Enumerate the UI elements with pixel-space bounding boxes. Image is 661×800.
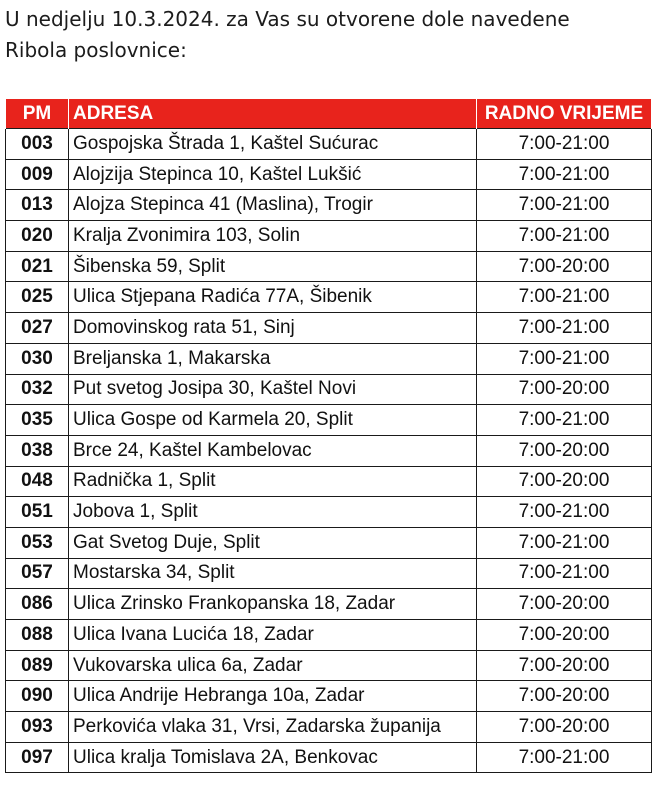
- hours-cell: 7:00-20:00: [477, 650, 652, 681]
- store-number-cell: 030: [6, 343, 69, 374]
- hours-cell: 7:00-21:00: [477, 221, 652, 252]
- table-row: [6, 343, 652, 374]
- hours-cell: 7:00-21:00: [477, 497, 652, 528]
- address-cell: Breljanska 1, Makarska: [69, 343, 477, 374]
- header-row: [6, 99, 652, 129]
- hours-cell: 7:00-21:00: [477, 313, 652, 344]
- store-number-cell: 086: [6, 589, 69, 620]
- table-row: [6, 190, 652, 221]
- address-cell: Domovinskog rata 51, Sinj: [69, 313, 477, 344]
- address-cell: Gat Svetog Duje, Split: [69, 527, 477, 558]
- hours-cell: 7:00-21:00: [477, 282, 652, 313]
- store-number-cell: 088: [6, 620, 69, 651]
- intro-text: [5, 4, 655, 66]
- address-cell: Put svetog Josipa 30, Kaštel Novi: [69, 374, 477, 405]
- header-pm: PM: [6, 99, 69, 129]
- store-number-cell: 057: [6, 558, 69, 589]
- address-cell: Gospojska Štrada 1, Kaštel Sućurac: [69, 129, 477, 160]
- table-row: [6, 374, 652, 405]
- store-number-cell: 038: [6, 435, 69, 466]
- table-row: [6, 405, 652, 436]
- hours-cell: 7:00-20:00: [477, 712, 652, 743]
- address-cell: Ulica Andrije Hebranga 10a, Zadar: [69, 681, 477, 712]
- table-row: [6, 497, 652, 528]
- store-number-cell: 035: [6, 405, 69, 436]
- store-number-cell: 051: [6, 497, 69, 528]
- hours-cell: 7:00-21:00: [477, 527, 652, 558]
- header-address: ADRESA: [69, 99, 477, 129]
- table-row: [6, 282, 652, 313]
- hours-cell: 7:00-20:00: [477, 620, 652, 651]
- table-row: [6, 712, 652, 743]
- hours-cell: 7:00-21:00: [477, 190, 652, 221]
- address-cell: Vukovarska ulica 6a, Zadar: [69, 650, 477, 681]
- address-cell: Alojzija Stepinca 10, Kaštel Lukšić: [69, 159, 477, 190]
- hours-cell: 7:00-21:00: [477, 159, 652, 190]
- address-cell: Šibenska 59, Split: [69, 251, 477, 282]
- table-body: [6, 129, 652, 773]
- hours-cell: 7:00-20:00: [477, 589, 652, 620]
- table-row: [6, 129, 652, 160]
- intro-line-2: Ribola poslovnice:: [5, 38, 187, 62]
- table-row: [6, 466, 652, 497]
- table-row: [6, 221, 652, 252]
- hours-cell: 7:00-21:00: [477, 343, 652, 374]
- store-number-cell: 003: [6, 129, 69, 160]
- table-row: [6, 558, 652, 589]
- hours-cell: 7:00-20:00: [477, 681, 652, 712]
- table-row: [6, 159, 652, 190]
- store-number-cell: 025: [6, 282, 69, 313]
- table-row: [6, 650, 652, 681]
- address-cell: Mostarska 34, Split: [69, 558, 477, 589]
- store-number-cell: 090: [6, 681, 69, 712]
- header-hours: RADNO VRIJEME: [477, 99, 652, 129]
- intro-line-1: U nedjelju 10.3.2024. za Vas su otvorene dole navedene: [5, 7, 570, 31]
- store-number-cell: 021: [6, 251, 69, 282]
- store-number-cell: 093: [6, 712, 69, 743]
- address-cell: Ulica Zrinsko Frankopanska 18, Zadar: [69, 589, 477, 620]
- store-number-cell: 009: [6, 159, 69, 190]
- hours-cell: 7:00-20:00: [477, 374, 652, 405]
- table-header: [6, 99, 652, 129]
- store-number-cell: 032: [6, 374, 69, 405]
- table-row: [6, 620, 652, 651]
- address-cell: Ulica Ivana Lucića 18, Zadar: [69, 620, 477, 651]
- store-number-cell: 089: [6, 650, 69, 681]
- hours-cell: 7:00-20:00: [477, 466, 652, 497]
- store-number-cell: 048: [6, 466, 69, 497]
- store-number-cell: 053: [6, 527, 69, 558]
- table-row: [6, 589, 652, 620]
- table-row: [6, 435, 652, 466]
- hours-cell: 7:00-21:00: [477, 405, 652, 436]
- address-cell: Ulica Gospe od Karmela 20, Split: [69, 405, 477, 436]
- table-row: [6, 251, 652, 282]
- table-row: [6, 527, 652, 558]
- address-cell: Ulica Stjepana Radića 77A, Šibenik: [69, 282, 477, 313]
- address-cell: Ulica kralja Tomislava 2A, Benkovac: [69, 742, 477, 773]
- address-cell: Brce 24, Kaštel Kambelovac: [69, 435, 477, 466]
- hours-cell: 7:00-21:00: [477, 558, 652, 589]
- table-row: [6, 313, 652, 344]
- store-number-cell: 013: [6, 190, 69, 221]
- hours-cell: 7:00-20:00: [477, 435, 652, 466]
- store-number-cell: 027: [6, 313, 69, 344]
- address-cell: Kralja Zvonimira 103, Solin: [69, 221, 477, 252]
- address-cell: Alojza Stepinca 41 (Maslina), Trogir: [69, 190, 477, 221]
- hours-cell: 7:00-21:00: [477, 129, 652, 160]
- store-number-cell: 097: [6, 742, 69, 773]
- table-row: [6, 742, 652, 773]
- address-cell: Perkovića vlaka 31, Vrsi, Zadarska županija: [69, 712, 477, 743]
- hours-cell: 7:00-20:00: [477, 251, 652, 282]
- hours-cell: 7:00-21:00: [477, 742, 652, 773]
- table-row: [6, 681, 652, 712]
- store-hours-table: [5, 99, 652, 773]
- address-cell: Radnička 1, Split: [69, 466, 477, 497]
- store-number-cell: 020: [6, 221, 69, 252]
- address-cell: Jobova 1, Split: [69, 497, 477, 528]
